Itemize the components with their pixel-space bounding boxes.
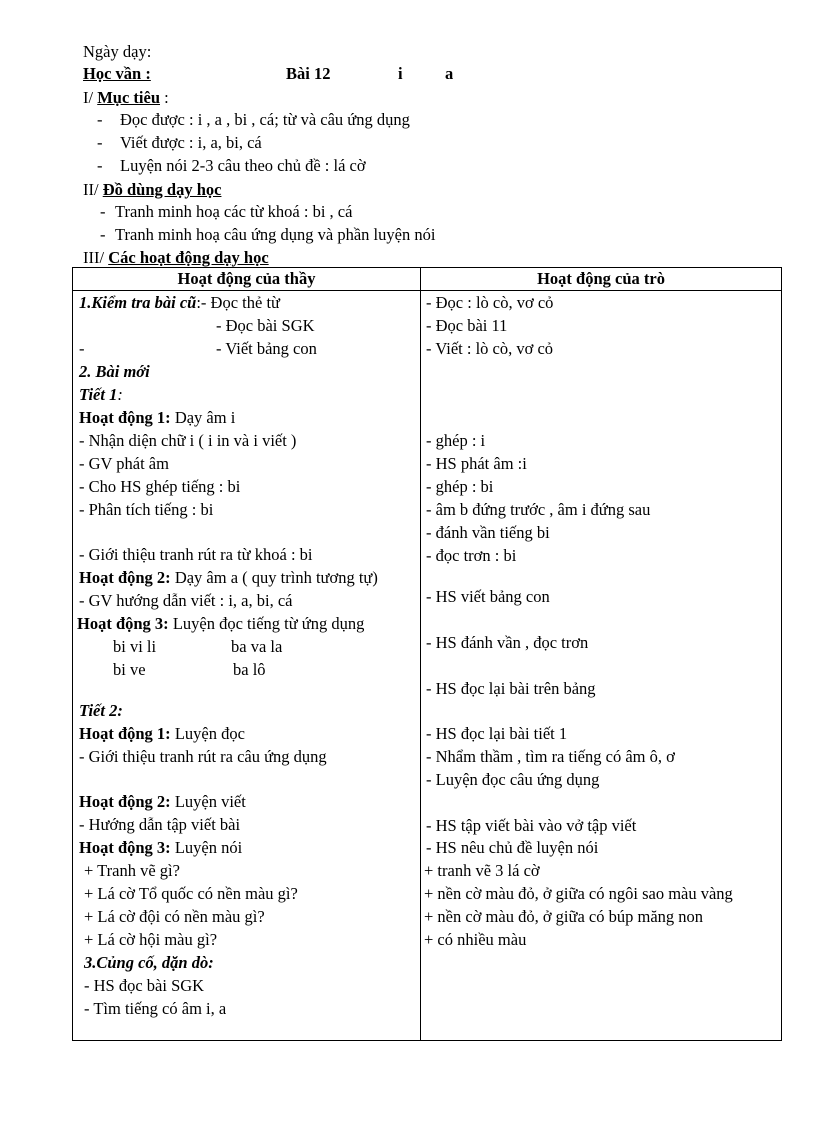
bullet-dash: - — [97, 133, 103, 152]
section-objectives-heading — [83, 88, 169, 108]
student-answer: + nền cờ màu đỏ, ở giữa có ngôi sao màu vàng — [424, 884, 733, 903]
student-step: - HS đọc lại bài trên bảng — [426, 679, 596, 698]
period-label: Tiết 1 — [79, 385, 118, 404]
activity-heading — [77, 614, 364, 634]
date-label: Ngày dạy: — [83, 42, 152, 61]
student-step: - HS nêu chủ đề luyện nói — [426, 838, 599, 857]
student-step: - HS viết bảng con — [426, 587, 550, 606]
activity-text: Dạy âm i — [170, 408, 236, 427]
teacher-column-header: Hoạt động của thầy — [73, 268, 421, 291]
teacher-step: - Giới thiệu tranh rút ra câu ứng dụng — [79, 747, 327, 766]
lesson-letter-i: i — [398, 64, 403, 83]
student-step: - Nhẩm thầm , tìm ra tiếng có âm ô, ơ — [426, 747, 675, 766]
period-1-title — [79, 385, 123, 405]
section-activities-heading — [83, 248, 269, 268]
teacher-step: - HS đọc bài SGK — [84, 976, 205, 995]
student-step: - Luyện đọc câu ứng dụng — [426, 770, 600, 789]
teacher-step: - Cho HS ghép tiếng : bi — [79, 477, 241, 496]
consolidation-title: 3.Củng cố, dặn dò: — [84, 953, 214, 972]
activity-heading — [79, 568, 378, 588]
student-step: - âm b đứng trước , âm i đứng sau — [426, 500, 651, 519]
practice-words: ba va la — [231, 637, 283, 656]
student-step: - đọc trơn : bi — [426, 546, 517, 565]
student-step: - ghép : bi — [426, 477, 494, 496]
discussion-question: + Lá cờ Tổ quốc có nền màu gì? — [84, 884, 298, 903]
discussion-question: + Lá cờ hội màu gì? — [84, 930, 218, 949]
activity-text: Luyện nói — [170, 838, 243, 857]
activity-label: Hoạt động 3: — [77, 614, 169, 633]
activity-heading — [79, 838, 242, 858]
activity-heading — [79, 724, 245, 744]
activity-label: Hoạt động 2: — [79, 792, 171, 811]
section-materials-heading — [83, 180, 221, 200]
review-dash: - — [79, 339, 85, 358]
section-suffix: : — [164, 88, 169, 107]
activity-label: Hoạt động 3: — [79, 838, 171, 857]
section-title: Đồ dùng dạy học — [102, 180, 222, 199]
subject-label: Học vần : — [83, 64, 151, 83]
material-item: Tranh minh hoạ các từ khoá : bi , cá — [115, 202, 353, 221]
student-step: - Viết : lò cò, vơ cỏ — [426, 339, 554, 358]
objective-item: Viết được : i, a, bi, cá — [120, 133, 262, 152]
teacher-step: - GV hướng dẫn viết : i, a, bi, cá — [79, 591, 293, 610]
discussion-question: + Lá cờ đội có nền màu gì? — [84, 907, 265, 926]
student-answer: + nền cờ màu đỏ, ở giữa có búp măng non — [424, 907, 704, 926]
review-item: - Đọc bài SGK — [216, 316, 315, 335]
practice-words: bi ve — [113, 660, 146, 679]
table-body-row — [73, 291, 782, 1041]
activity-table — [72, 267, 782, 1041]
student-answer: + có nhiều màu — [424, 930, 527, 949]
teacher-step: - Tìm tiếng có âm i, a — [84, 999, 227, 1018]
section-prefix: III/ — [83, 248, 105, 267]
bullet-dash: - — [100, 202, 106, 221]
activity-text: Dạy âm a ( quy trình tương tự) — [170, 568, 378, 587]
bullet-dash: - — [100, 225, 106, 244]
activity-text: Luyện đọc tiếng từ ứng dụng — [168, 614, 365, 633]
section-title: Mục tiêu — [97, 88, 160, 107]
practice-words: ba lô — [233, 660, 266, 679]
activity-heading — [79, 792, 246, 812]
review-title: 1.Kiểm tra bài cũ — [79, 293, 197, 312]
student-step: - HS đọc lại bài tiết 1 — [426, 724, 568, 743]
practice-words: bi vi li — [113, 637, 157, 656]
bullet-dash: - — [97, 156, 103, 175]
objective-item: Đọc được : i , a , bi , cá; từ và câu ứng dụng — [120, 110, 410, 129]
review-item: :- Đọc thẻ từ — [196, 293, 280, 312]
student-step: - HS đánh vần , đọc trơn — [426, 633, 589, 652]
activity-label: Hoạt động 2: — [79, 568, 171, 587]
new-lesson-title: 2. Bài mới — [79, 362, 150, 381]
section-prefix: I/ — [83, 88, 94, 107]
objective-item: Luyện nói 2-3 câu theo chủ đề : lá cờ — [120, 156, 366, 175]
activity-label: Hoạt động 1: — [79, 408, 171, 427]
student-activities-cell — [421, 291, 782, 1041]
teacher-step: - Phân tích tiếng : bi — [79, 500, 214, 519]
review-item: - Viết bảng con — [216, 339, 317, 358]
teacher-activities-cell — [73, 291, 421, 1041]
period-2-title: Tiết 2: — [79, 701, 123, 720]
student-step: - ghép : i — [426, 431, 486, 450]
teacher-step: - Giới thiệu tranh rút ra từ khoá : bi — [79, 545, 313, 564]
section-prefix: II/ — [83, 180, 99, 199]
activity-heading — [79, 408, 235, 428]
period-colon: : — [117, 385, 123, 404]
student-step: - HS phát âm :i — [426, 454, 527, 473]
discussion-question: + Tranh vẽ gì? — [84, 861, 180, 880]
activity-label: Hoạt động 1: — [79, 724, 171, 743]
teacher-step: - GV phát âm — [79, 454, 169, 473]
teacher-step: - Hướng dẫn tập viết bài — [79, 815, 241, 834]
lesson-title: Bài 12 — [286, 64, 331, 83]
table-header-row — [73, 268, 782, 291]
student-step: - Đọc : lò cò, vơ cỏ — [426, 293, 554, 312]
bullet-dash: - — [97, 110, 103, 129]
section-title: Các hoạt động dạy học — [108, 248, 269, 267]
teacher-step: - Nhận diện chữ i ( i in và i viết ) — [79, 431, 297, 450]
student-step: - HS tập viết bài vào vở tập viết — [426, 816, 637, 835]
student-step: - đánh vần tiếng bi — [426, 523, 550, 542]
activity-text: Luyện đọc — [170, 724, 245, 743]
review-line — [79, 293, 280, 313]
student-answer: + tranh vẽ 3 lá cờ — [424, 861, 540, 880]
material-item: Tranh minh hoạ câu ứng dụng và phần luyện nói — [115, 225, 436, 244]
student-step: - Đọc bài 11 — [426, 316, 508, 335]
student-column-header: Hoạt động của trò — [421, 268, 782, 291]
activity-text: Luyện viết — [170, 792, 246, 811]
lesson-letter-a: a — [445, 64, 454, 83]
